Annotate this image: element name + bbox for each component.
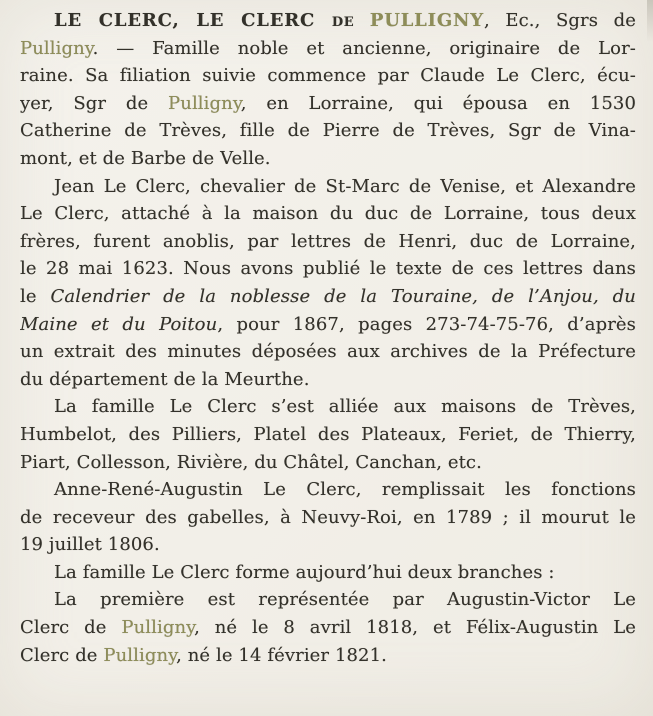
text-segment: Calendrier de la noblesse de la Touraine, de l’Anjou, du <box>50 285 636 307</box>
text-line <box>20 200 636 228</box>
text-segment: de <box>331 10 355 31</box>
text-line <box>20 559 636 587</box>
text-segment: mont, et de Barbe de Velle. <box>20 147 271 169</box>
text-segment: , né le 14 février 1821. <box>176 644 387 666</box>
text-segment: . — Famille noble et ancienne, originaire de Lor- <box>92 37 636 59</box>
text-segment: , pour 1867, pages 273-74-75-76, d’après <box>217 313 636 335</box>
text-segment: du département de la Meurthe. <box>20 368 310 390</box>
text-segment: le 28 mai 1623. Nous avons publié le texte de ces lettres dans <box>20 258 636 280</box>
text-line <box>20 642 636 670</box>
text-segment: Maine et du Poitou <box>20 313 218 335</box>
highlighted-name-segment: PULLIGNY <box>369 10 484 31</box>
text-segment: Clerc de <box>20 617 122 639</box>
highlighted-name-segment: Pulligny <box>103 644 177 666</box>
text-line <box>20 283 636 311</box>
text-segment: le <box>20 285 51 307</box>
text-segment: Piart, Collesson, Rivière, du Châtel, Canchan, etc. <box>20 451 482 473</box>
text-line <box>20 62 636 90</box>
text-line <box>20 476 636 504</box>
text-line <box>20 531 636 559</box>
text-line <box>20 90 636 118</box>
text-segment: Clerc de <box>20 644 104 666</box>
text-line <box>20 504 636 532</box>
text-line <box>20 338 636 366</box>
text-line <box>20 311 636 339</box>
page-text <box>20 7 636 669</box>
text-line <box>20 117 636 145</box>
text-line <box>20 586 636 614</box>
scan-edge-artifact <box>647 0 653 42</box>
text-segment: yer, Sgr de <box>20 92 169 114</box>
text-line <box>20 173 636 201</box>
text-line <box>20 393 636 421</box>
text-line <box>20 255 636 283</box>
text-segment: 19 juillet 1806. <box>20 534 160 556</box>
text-segment: LE CLERC, LE CLERC <box>54 10 332 31</box>
text-segment: frères, furent anoblis, par lettres de Henri, duc de Lorraine, <box>20 230 636 252</box>
text-segment: , Ec., Sgrs de <box>483 10 636 31</box>
text-segment: Le Clerc, attaché à la maison du duc de Lorraine, tous deux <box>20 203 636 225</box>
text-segment: La première est représentée par Augustin-Victor Le <box>54 589 636 611</box>
text-line <box>20 145 636 173</box>
text-segment: Jean Le Clerc, chevalier de St-Marc de Venise, et Alexandre <box>54 175 636 197</box>
text-segment: de receveur des gabelles, à Neuvy-Roi, en 1789 ; il mourut le <box>20 506 636 528</box>
text-line <box>20 366 636 394</box>
text-segment: raine. Sa filiation suivie commence par Claude Le Clerc, écu- <box>20 65 636 87</box>
text-segment: Catherine de Trèves, fille de Pierre de Trèves, Sgr de Vina- <box>20 120 636 142</box>
text-segment: , né le 8 avril 1818, et Félix-Augustin Le <box>194 617 636 639</box>
text-segment: Anne-René-Augustin Le Clerc, remplissait les fonctions <box>54 479 636 501</box>
text-segment: Humbelot, des Pilliers, Platel des Plateaux, Feriet, de Thierry, <box>20 423 636 445</box>
highlighted-name-segment: Pulligny <box>121 617 195 639</box>
text-line <box>20 449 636 477</box>
text-line <box>20 421 636 449</box>
text-segment: La famille Le Clerc s’est alliée aux maisons de Trèves, <box>54 396 636 418</box>
text-segment: La famille Le Clerc forme aujourd’hui deux branches : <box>54 561 555 583</box>
text-segment: , en Lorraine, qui épousa en 1530 <box>240 92 636 114</box>
text-segment <box>354 10 370 31</box>
highlighted-name-segment: Pulligny <box>20 37 93 59</box>
text-segment: un extrait des minutes déposées aux archives de la Préfecture <box>20 341 636 363</box>
text-line <box>20 7 636 35</box>
highlighted-name-segment: Pulligny <box>168 92 241 114</box>
text-line <box>20 228 636 256</box>
text-line <box>20 614 636 642</box>
text-line <box>20 35 636 63</box>
